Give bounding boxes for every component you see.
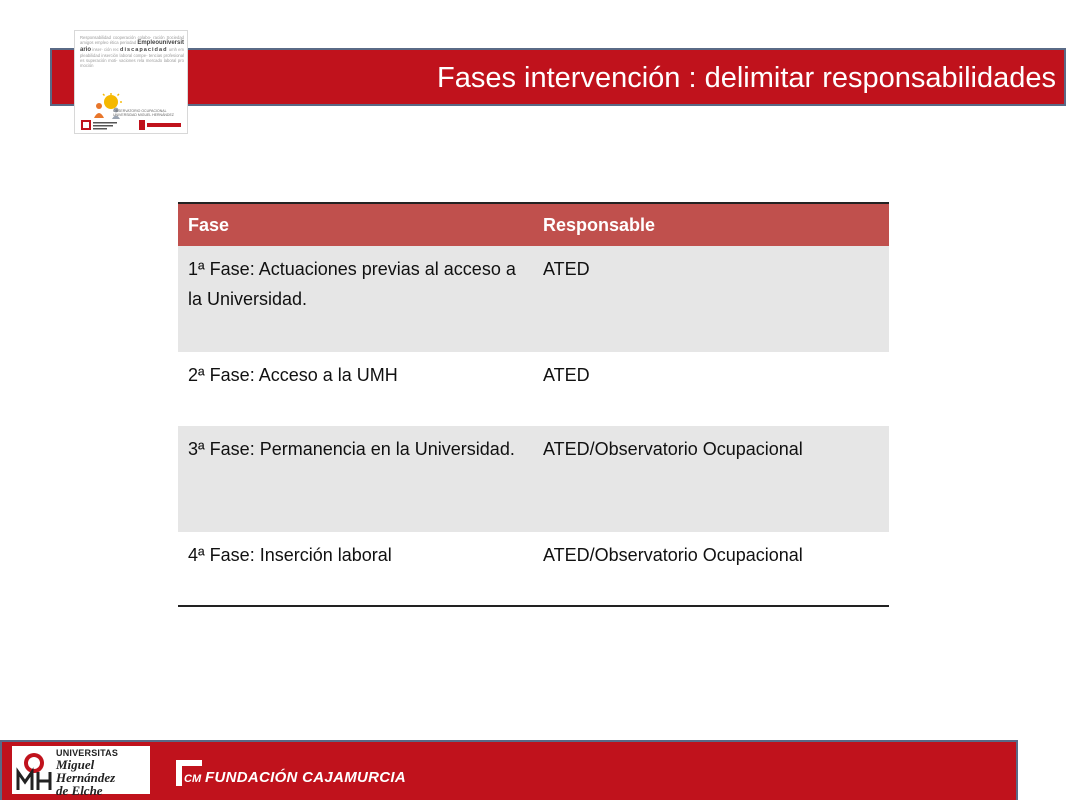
header-fase: Fase (178, 203, 533, 246)
cajamurcia-logo-icon (174, 758, 204, 788)
phases-table (178, 202, 889, 607)
umh-emblem-icon (14, 748, 54, 792)
table-row (178, 246, 889, 352)
umh-line-de-elche: de Elche (56, 783, 103, 798)
footer-band (0, 740, 1018, 800)
empleo-universitario-logo (74, 30, 188, 134)
logo-sponsors-strip (81, 119, 183, 131)
header-responsable: Responsable (533, 203, 889, 246)
umh-wordmark (56, 748, 150, 797)
cell-fase: 3ª Fase: Permanencia en la Universidad. (178, 426, 533, 532)
table-header-row (178, 203, 889, 246)
cell-responsable: ATED (543, 365, 590, 385)
logo-word-cloud: Responsabilidad cooperación colabo- ración Sociedad amigos empleo ética periodad Empleouniversitario inser- ción rec discapacidad umh empleabilidad inserción laboral compe- tencias profesionales superación moti- vaciones rela mercado laboral promoción (80, 35, 184, 69)
logo-caption: OBSERVATORIO OCUPACIONAL UNIVERSIDAD MIGUEL HERNÁNDEZ (113, 109, 174, 117)
cell-fase: 2ª Fase: Acceso a la UMH (188, 365, 398, 385)
cell-responsable: ATED/Observatorio Ocupacional (543, 545, 803, 565)
fundacion-cajamurcia-label: FUNDACIÓN CAJAMURCIA (205, 769, 406, 786)
table-row (178, 426, 889, 532)
umh-line-miguel-hernandez: Miguel Hernández (56, 757, 116, 785)
cell-fase: 4ª Fase: Inserción laboral (188, 545, 392, 565)
table-row (178, 352, 889, 426)
umh-logo (12, 746, 150, 798)
cell-fase: 1ª Fase: Actuaciones previas al acceso a la Universidad. (178, 246, 533, 352)
slide-title: Fases intervención : delimitar responsabilidades (437, 62, 1056, 94)
umh-line-universitas: UNIVERSITAS (56, 748, 119, 758)
cell-responsable: ATED/Observatorio Ocupacional (533, 426, 889, 532)
table-row (178, 532, 889, 606)
cell-responsable: ATED (533, 246, 889, 352)
title-band (50, 48, 1066, 106)
svg-text:CM: CM (184, 773, 202, 785)
